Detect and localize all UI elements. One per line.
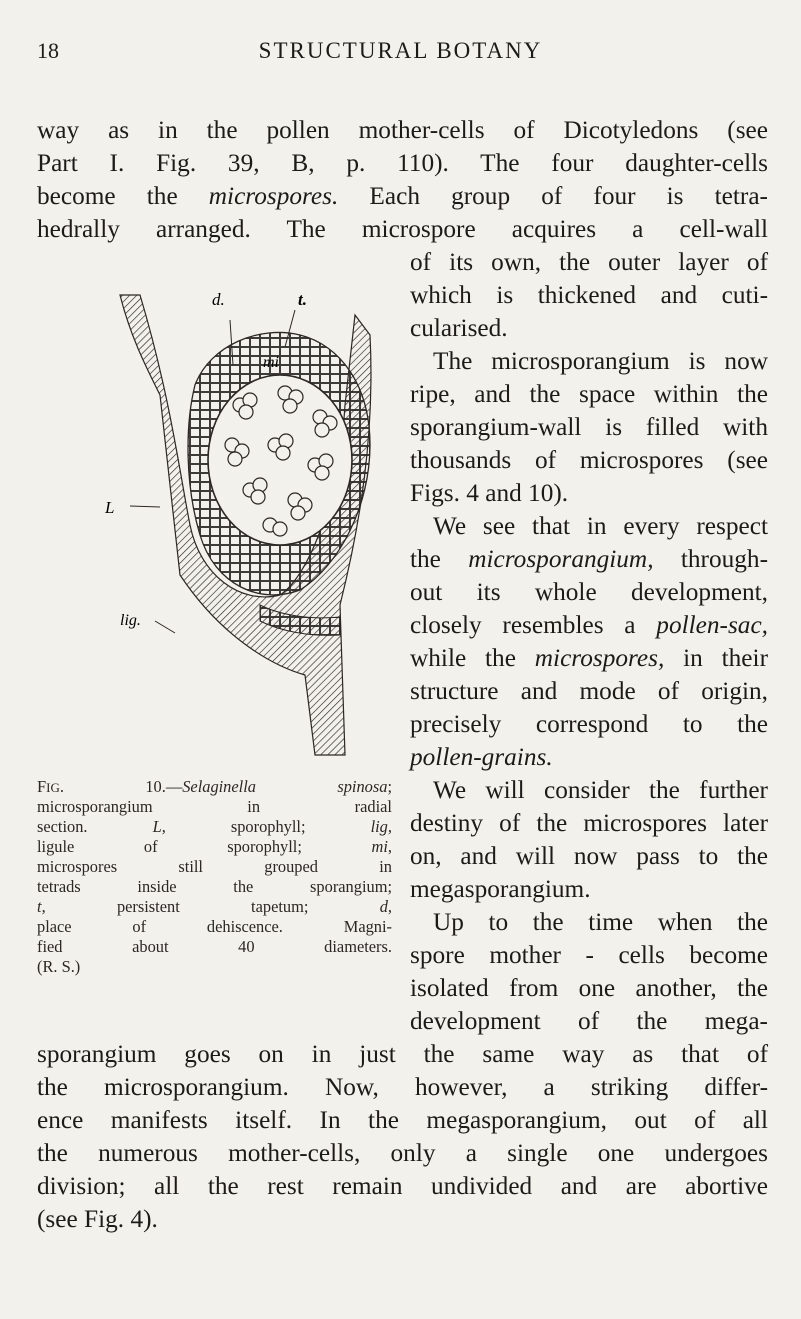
body-line: hedrally arranged. The microspore acquires a cell-wall xyxy=(37,215,768,243)
body-line: Part I. Fig. 39, B, p. 110). The four daughter-cells xyxy=(37,149,768,177)
label-L: L xyxy=(105,498,115,517)
body-line: Figs. 4 and 10). xyxy=(410,479,569,507)
body-line: megasporangium. xyxy=(410,875,591,903)
body-line: of its own, the outer layer of xyxy=(410,248,768,276)
figure-caption-line: fied about 40 diameters. xyxy=(37,937,392,956)
body-line: thousands of microspores (see xyxy=(410,446,768,474)
body-line: development of the mega- xyxy=(410,1007,768,1035)
figure-caption-line: t, persistent tapetum; d, xyxy=(37,897,392,916)
page-header xyxy=(0,38,801,78)
body-line: The microsporangium is now xyxy=(433,347,768,375)
body-line: (see Fig. 4). xyxy=(37,1205,158,1233)
body-line: sporangium-wall is filled with xyxy=(410,413,768,441)
body-line: become the microspores. Each group of four is tetra- xyxy=(37,182,768,210)
body-line: We will consider the further xyxy=(433,776,768,804)
body-line: while the microspores, in their xyxy=(410,644,768,672)
label-t: t. xyxy=(298,290,307,309)
figure-caption-line: (R. S.) xyxy=(37,957,81,976)
figure-caption-line: tetrads inside the sporangium; xyxy=(37,877,392,896)
body-line: out its whole development, xyxy=(410,578,768,606)
figure-caption-line: ligule of sporophyll; mi, xyxy=(37,837,392,856)
body-line: spore mother - cells become xyxy=(410,941,768,969)
body-line: division; all the rest remain undivided and are abortive xyxy=(37,1172,768,1200)
body-line: precisely correspond to the xyxy=(410,710,768,738)
figure-caption-line: microspores still grouped in xyxy=(37,857,392,876)
label-mi: mi xyxy=(263,354,279,371)
body-line: destiny of the microspores later xyxy=(410,809,768,837)
figure-caption: FIG. 10.—Selaginella spinosa; xyxy=(37,777,393,796)
figure-caption-line: microsporangium in radial xyxy=(37,797,392,816)
microsporangium-figure xyxy=(100,275,400,775)
body-line: structure and mode of origin, xyxy=(410,677,768,705)
body-line: closely resembles a pollen-sac, xyxy=(410,611,768,639)
page-number: 18 xyxy=(37,38,59,63)
body-line: which is thickened and cuti- xyxy=(410,281,768,309)
body-line: pollen-grains. xyxy=(410,743,553,771)
body-line: isolated from one another, the xyxy=(410,974,768,1002)
body-line: the numerous mother-cells, only a single one undergoes xyxy=(37,1139,768,1167)
body-line: way as in the pollen mother-cells of Dicotyledons (see xyxy=(37,116,768,144)
body-line: We see that in every respect xyxy=(433,512,768,540)
label-d: d. xyxy=(212,290,225,309)
running-title: STRUCTURAL BOTANY xyxy=(258,38,543,63)
figure-caption-line: place of dehiscence. Magni- xyxy=(37,917,392,936)
label-lig: lig. xyxy=(120,612,141,629)
body-line: ripe, and the space within the xyxy=(410,380,768,408)
body-line: the microsporangium. Now, however, a striking differ- xyxy=(37,1073,768,1101)
body-line: sporangium goes on in just the same way as that of xyxy=(37,1040,768,1068)
body-line: cularised. xyxy=(410,314,508,342)
body-line: on, and will now pass to the xyxy=(410,842,768,870)
body-line: Up to the time when the xyxy=(433,908,768,936)
body-line: ence manifests itself. In the megasporangium, out of all xyxy=(37,1106,768,1134)
body-line: the microsporangium, through- xyxy=(410,545,768,573)
figure-caption-line: section. L, sporophyll; lig, xyxy=(37,817,392,836)
